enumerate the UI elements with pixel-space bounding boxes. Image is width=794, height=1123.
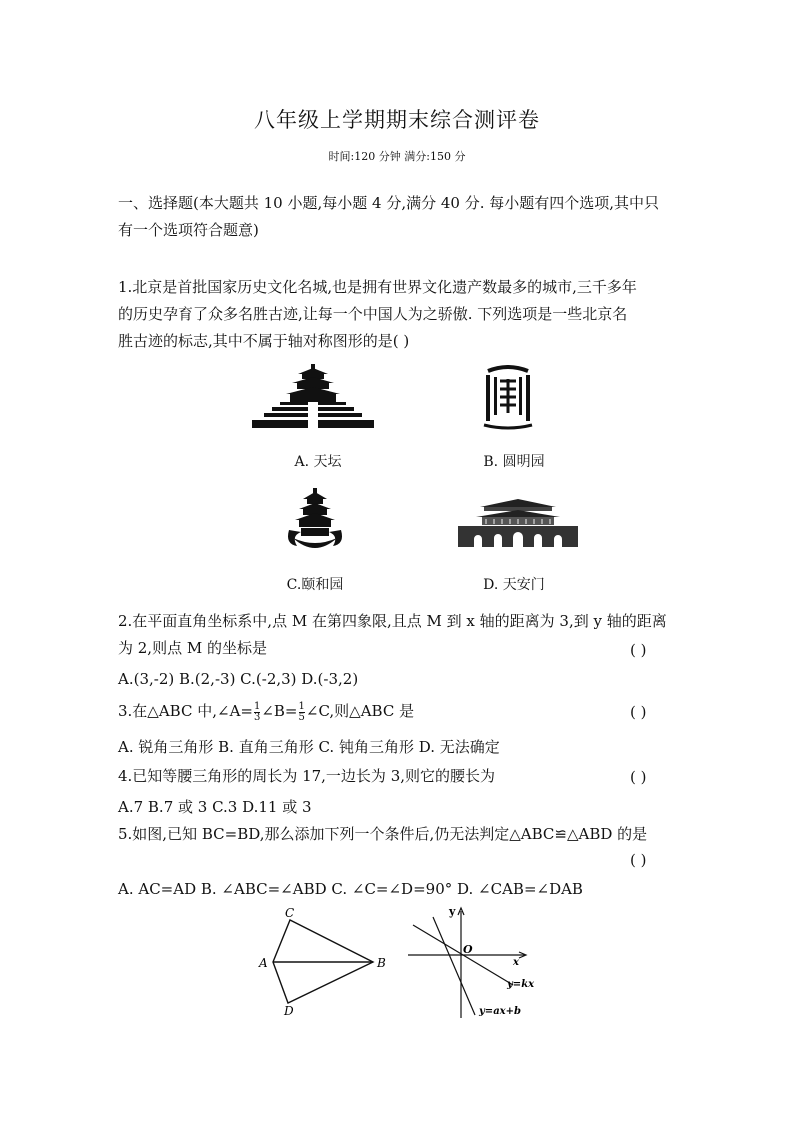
yuanmingyuan-logo bbox=[482, 365, 534, 431]
question-5-answer-bracket: ( ) bbox=[630, 851, 647, 869]
question-3-stem bbox=[118, 701, 414, 723]
question-2-answer-bracket: ( ) bbox=[630, 641, 647, 659]
kite-label-d: D bbox=[284, 1004, 294, 1018]
question-2-line1: 2.在平面直角坐标系中,点 M 在第四象限,且点 M 到 x 轴的距离为 3,到 y 轴的距离 bbox=[118, 612, 667, 630]
page-title: 八年级上学期期末综合测评卷 bbox=[254, 108, 540, 132]
question-4-options: A.7 B.7 或 3 C.3 D.11 或 3 bbox=[118, 798, 312, 816]
question-5-line1: 5.如图,已知 BC=BD,那么添加下列一个条件后,仍无法判定△ABC≌△ABD 的是 bbox=[118, 825, 648, 843]
question-2-line2: 为 2,则点 M 的坐标是 bbox=[118, 639, 267, 657]
question-4-line1: 4.已知等腰三角形的周长为 17,一边长为 3,则它的腰长为 bbox=[118, 767, 496, 785]
section-heading-line1: 一、选择题(本大题共 10 小题,每小题 4 分,满分 40 分. 每小题有四个选项,其中只 bbox=[118, 194, 660, 212]
question-4-answer-bracket: ( ) bbox=[630, 768, 647, 786]
kite-label-b: B bbox=[377, 956, 386, 970]
question-3-answer-bracket: ( ) bbox=[630, 703, 647, 721]
question-2-options: A.(3,-2) B.(2,-3) C.(-2,3) D.(-3,2) bbox=[118, 670, 359, 688]
question-1-line1: 1.北京是首批国家历史文化名城,也是拥有世界文化遗产数最多的城市,三千多年 bbox=[118, 278, 637, 296]
kite-label-c: C bbox=[285, 906, 295, 920]
question-5-options: A. AC=AD B. ∠ABC=∠ABD C. ∠C=∠D=90° D. ∠CAB=∠DAB bbox=[118, 880, 583, 898]
option-d-label: D. 天安门 bbox=[483, 577, 545, 593]
graph-line-axb-label: y=ax+b bbox=[479, 1006, 522, 1017]
option-a-label: A. 天坛 bbox=[294, 454, 342, 470]
temple-of-heaven-logo bbox=[252, 364, 374, 432]
line-graph-figure bbox=[403, 903, 543, 1023]
option-b-label: B. 圆明园 bbox=[483, 454, 545, 470]
summer-palace-logo bbox=[283, 488, 347, 554]
question-1-line2: 的历史孕育了众多名胜古迹,让每一个中国人为之骄傲. 下列选项是一些北京名 bbox=[118, 305, 628, 323]
graph-origin-label: O bbox=[463, 943, 473, 956]
kite-figure bbox=[255, 905, 395, 1020]
section-heading-line2: 有一个选项符合题意) bbox=[118, 221, 259, 239]
question-3-mid: ∠B= bbox=[261, 702, 298, 720]
question-1-line3: 胜古迹的标志,其中不属于轴对称图形的是( ) bbox=[118, 332, 410, 350]
kite-label-a: A bbox=[259, 956, 268, 970]
question-3-suffix: ∠C,则△ABC 是 bbox=[305, 702, 415, 720]
graph-x-axis-label: x bbox=[513, 957, 519, 968]
graph-y-axis-label: y bbox=[449, 905, 456, 918]
exam-info: 时间:120 分钟 满分:150 分 bbox=[328, 150, 466, 163]
question-3-options: A. 锐角三角形 B. 直角三角形 C. 钝角三角形 D. 无法确定 bbox=[118, 738, 500, 756]
fraction-one-fifth: $\frac{1}{5}$ bbox=[298, 700, 305, 723]
question-3-prefix: 3.在△ABC 中,∠A= bbox=[118, 702, 253, 720]
fraction-one-third: $\frac{1}{3}$ bbox=[253, 700, 261, 723]
tiananmen-logo bbox=[458, 499, 578, 547]
option-c-label: C.颐和园 bbox=[286, 577, 344, 593]
graph-line-kx-label: y=kx bbox=[507, 979, 535, 990]
